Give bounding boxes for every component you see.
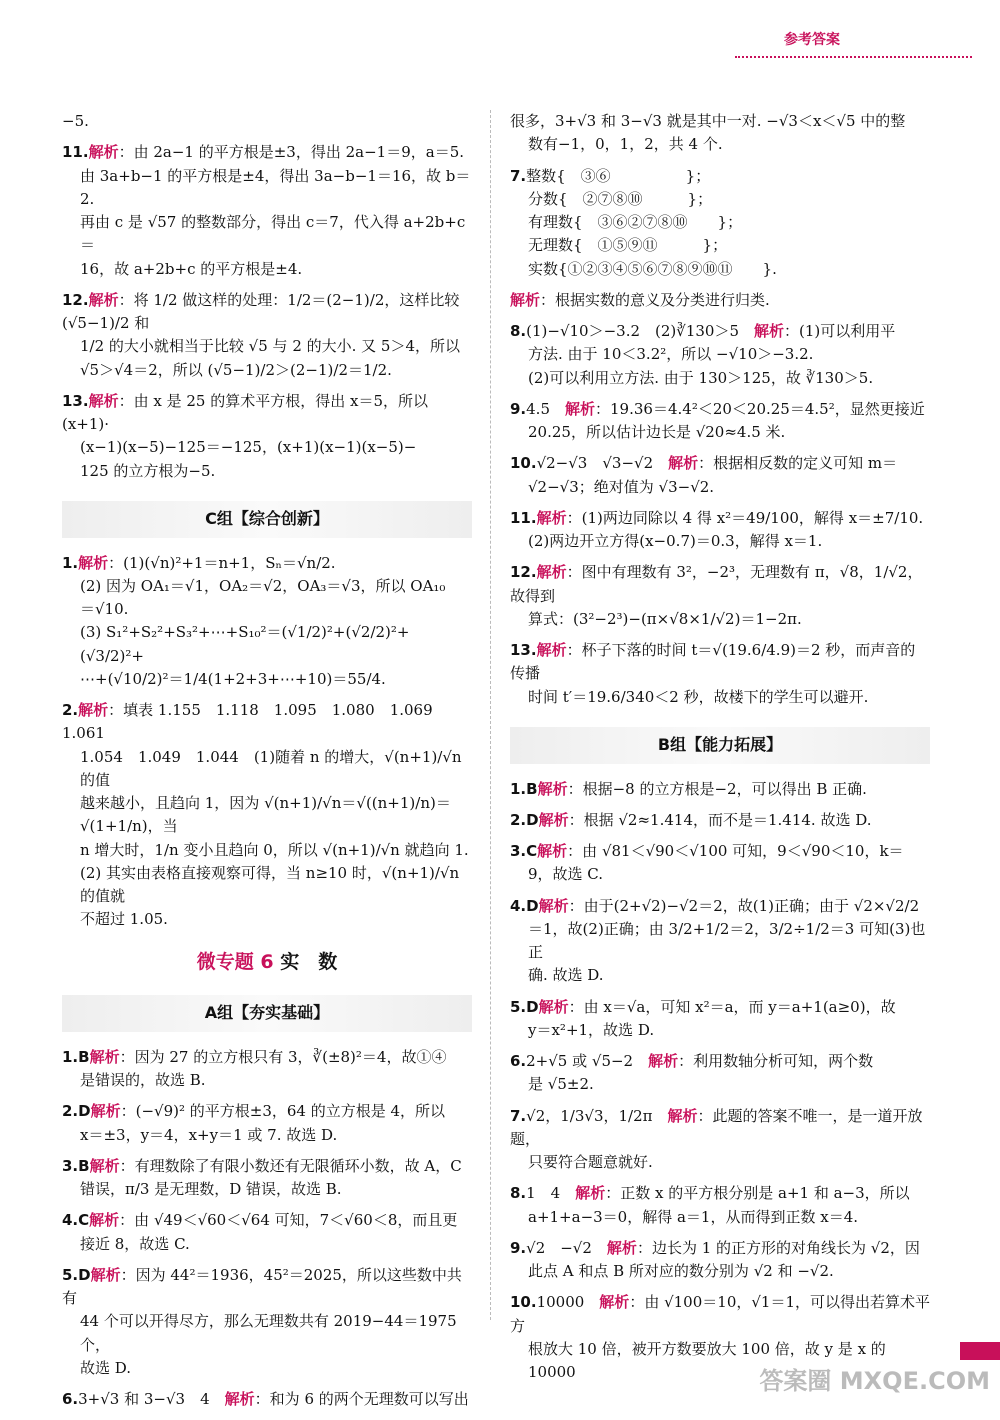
answer-line: 实数{①②③④⑤⑥⑦⑧⑨⑩⑪ }.	[528, 259, 777, 278]
analysis-tag: 解析	[536, 563, 567, 582]
answer-text: ：正数 x 的平方根分别是 a+1 和 a−3，所以	[605, 1184, 910, 1203]
answer-line: 20.25，所以估计边长是 √20≈4.5 米.	[528, 423, 786, 441]
item-number: 8.	[510, 322, 527, 340]
analysis-tag: 解析	[538, 896, 569, 915]
analysis-tag: 解析	[90, 1265, 121, 1284]
answer-line: 根放大 10 倍，被开方数要放大 100 倍，故 y 是 x 的 10000	[528, 1339, 886, 1382]
answer-line: (x−1)(x−5)−125＝−125，(x+1)(x−1)(x−5)−	[80, 438, 417, 457]
answer-text: ：因为 44²＝1936，45²＝2025，所以这些数中共有	[62, 1265, 462, 1308]
answer-line: (3) S₁²+S₂²+S₃²+⋯+S₁₀²＝(√1/2)²+(√2/2)²+(√3/2)²+	[80, 623, 410, 665]
analysis-tag: 解析	[648, 1052, 679, 1071]
analysis-tag: 解析	[606, 1238, 637, 1257]
analysis-tag: 解析	[88, 143, 119, 162]
answer-value: 4.5	[526, 399, 565, 418]
answer-line: 16，故 a+2b+c 的平方根是±4.	[80, 259, 303, 278]
analysis-tag: 解析	[538, 810, 569, 829]
answer-item	[510, 778, 930, 801]
answer-line: n 增大时，1/n 变小且趋向 0，所以 √(n+1)/√n 就趋向 1.	[80, 840, 469, 859]
item-number: 13.	[62, 391, 89, 410]
answer-line: 9，故选 C.	[528, 865, 604, 884]
answer-line: 接近 8，故选 C.	[80, 1234, 190, 1253]
analysis-tag: 解析	[754, 322, 785, 340]
answer-text: ：利用数轴分析可知，两个数	[678, 1052, 874, 1071]
item-number: 8.	[510, 1184, 527, 1203]
answer-value: (1)−√10＞−3.2 (2)∛130＞5	[526, 322, 755, 340]
answer-text: ：(1)两边同除以 4 得 x²＝49/100，解得 x＝±7/10.	[566, 508, 924, 527]
answer-text: ：将 1/2 做这样的处理：1/2＝(2−1)/2，这样比较 (√5−1)/2 和	[62, 290, 460, 332]
answer-item	[62, 390, 472, 483]
answer-line: 有理数{ ③⑥②⑦⑧⑩ }；	[528, 213, 743, 231]
item-number: 12.	[62, 290, 89, 309]
analysis-tag: 解析	[537, 779, 568, 798]
answer-text: ：(−√9)² 的平方根±3，64 的立方根是 4，所以	[120, 1102, 446, 1121]
answer-line: 125 的立方根为−5.	[80, 461, 216, 480]
analysis-tag: 解析	[565, 399, 596, 418]
section-c-heading: C组【综合创新】	[62, 501, 472, 538]
answer-line: 算式：(3²−2³)−(π×√8×1/√2)＝1−2π.	[528, 609, 802, 628]
answer-item	[510, 165, 930, 281]
analysis-tag: 解析	[90, 1102, 121, 1121]
answer-text: ：由 √49＜√60＜√64 可知，7＜√60＜8，而且更	[119, 1211, 458, 1230]
answer-item	[510, 289, 930, 312]
answer-line: (2) 其实由表格直接观察可得，当 n≥10 时，√(n+1)/√n 的值就	[80, 863, 460, 906]
answer-line: (2)可以利用立方法. 由于 130＞125，故 ∛130＞5.	[528, 368, 874, 387]
answer-item	[510, 895, 930, 988]
answer-line: 故选 D.	[80, 1358, 132, 1377]
analysis-tag: 解析	[668, 454, 699, 473]
item-number: 2.	[62, 701, 79, 720]
analysis-tag: 解析	[88, 391, 119, 410]
item-number: 7.	[510, 1106, 527, 1125]
analysis-tag: 解析	[537, 842, 568, 861]
answer-line: 44 个可以开得尽方，那么无理数共有 2019−44＝1975 个，	[80, 1312, 457, 1354]
answer-line: 时间 t′＝19.6/340＜2 秒，故楼下的学生可以避开.	[528, 687, 869, 706]
answer-text: ：19.36＝4.4²＜20＜20.25＝4.5²，显然更接近	[595, 399, 925, 418]
corner-tab	[960, 1342, 1000, 1360]
analysis-tag: 解析	[78, 553, 109, 572]
answer-value: 1 4	[526, 1184, 576, 1203]
answer-line: √2−√3；绝对值为 √3−√2.	[528, 477, 715, 496]
item-number: 10.	[510, 454, 537, 473]
item-number: 2.D	[510, 810, 539, 829]
answer-text: ：由 x 是 25 的算术平方根，得出 x＝5，所以(x+1)·	[62, 391, 428, 433]
answer-item	[510, 1050, 930, 1097]
answer-value: √2，1/3√3，1/2π	[526, 1106, 668, 1125]
answer-text: 很多，3+√3 和 3−√3 就是其中一对. −√3＜x＜√5 中的整	[510, 112, 906, 130]
answer-item	[510, 561, 930, 631]
answer-line: 错误，π/3 是无理数，D 错误，故选 B.	[80, 1180, 342, 1199]
answer-line: 分数{ ②⑦⑧⑩ }；	[528, 189, 713, 208]
analysis-tag: 解析	[224, 1390, 255, 1409]
answer-line: x＝±3，y＝4，x+y＝1 或 7. 故选 D.	[80, 1125, 338, 1144]
answer-item	[62, 141, 472, 281]
item-number: 11.	[510, 508, 537, 527]
answer-item	[510, 452, 930, 499]
item-number: 4.D	[510, 896, 539, 915]
item-number: 6.	[510, 1052, 527, 1071]
item-number: 10.	[510, 1293, 537, 1312]
item-number: 5.D	[510, 997, 539, 1016]
answer-text: ：有理数除了有限小数还有无限循环小数，故 A，C	[119, 1156, 462, 1175]
answer-line: √5＞√4＝2，所以 (√5−1)/2＞(2−1)/2＝1/2.	[80, 360, 392, 379]
answer-item	[62, 1100, 472, 1147]
answer-item	[62, 1388, 472, 1411]
analysis-tag: 解析	[536, 508, 567, 527]
analysis-tag: 解析	[575, 1184, 606, 1203]
analysis-tag: 解析	[88, 290, 119, 309]
answer-text: ：根据−8 的立方根是−2，可以得出 B 正确.	[567, 779, 867, 798]
analysis-tag: 解析	[510, 290, 541, 309]
answer-item	[510, 809, 930, 832]
item-number: 6.	[62, 1390, 79, 1409]
answer-line: ＝√10.	[80, 600, 129, 619]
answer-item	[510, 1105, 930, 1175]
header-rule	[735, 56, 972, 58]
item-number: 2.D	[62, 1102, 91, 1121]
analysis-tag: 解析	[667, 1106, 698, 1125]
answer-text: ：由 √81＜√90＜√100 可知，9＜√90＜10，k＝	[567, 842, 904, 861]
item-number: 7.	[510, 166, 527, 185]
answer-text: ：由 √100＝10，√1＝1，可以得出若算术平方	[510, 1293, 931, 1335]
answer-text: ：边长为 1 的正方形的对角线长为 √2，因	[636, 1238, 920, 1257]
answer-value: 10000	[536, 1293, 600, 1312]
item-number: 1.B	[510, 779, 538, 798]
answer-line: (2) 因为 OA₁＝√1，OA₂＝√2，OA₃＝√3，所以 OA₁₀	[80, 576, 446, 595]
topic-title: 实 数	[280, 950, 338, 973]
analysis-tag: 解析	[536, 641, 567, 659]
answer-line: 1.054 1.049 1.044 (1)随着 n 的增大，√(n+1)/√n 的值	[80, 747, 462, 789]
answer-text: ：此题的答案不唯一，是一道开放题，	[510, 1106, 923, 1148]
answer-item	[62, 699, 472, 932]
answer-line: 越来越小，且趋向 1，因为 √(n+1)/√n＝√((n+1)/n)＝√(1+1/n)，当	[80, 794, 451, 836]
item-number: 5.D	[62, 1265, 91, 1284]
item-number: 9.	[510, 1238, 527, 1257]
answer-line: 无理数{ ①⑤⑨⑪ }；	[528, 236, 728, 255]
answer-item	[62, 1264, 472, 1380]
answer-text: ：图中有理数有 3²，−2³，无理数有 π，√8，1/√2，故得到	[510, 563, 923, 605]
answer-line: 此点 A 和点 B 所对应的数分别为 √2 和 −√2.	[528, 1262, 834, 1281]
analysis-tag: 解析	[89, 1211, 120, 1230]
answer-text: ：(1)(√n)²+1＝n+1，Sₙ＝√n/2.	[108, 553, 336, 572]
item-number: 1.	[62, 553, 79, 572]
answer-item	[510, 507, 930, 554]
answer-item	[62, 1209, 472, 1256]
item-number: 3.C	[510, 842, 538, 861]
left-column	[62, 110, 472, 1419]
item-number: 1.B	[62, 1047, 90, 1066]
answer-item	[510, 996, 930, 1043]
section-b-heading: B组【能力拓展】	[510, 727, 930, 764]
topic-heading	[62, 948, 472, 977]
answer-line: 不超过 1.05.	[80, 910, 168, 929]
item-number: 3.B	[62, 1156, 90, 1175]
answer-text: ：和为 6 的两个无理数可以写出	[254, 1390, 469, 1409]
answer-line: 再由 c 是 √57 的整数部分，得出 c＝7，代入得 a+2b+c＝	[80, 213, 466, 255]
analysis-tag: 解析	[89, 1047, 120, 1066]
answer-line: 由 3a+b−1 的平方根是±4，得出 3a−b−1＝16，故 b＝2.	[80, 166, 471, 208]
item-number: 11.	[62, 143, 89, 162]
answer-item	[510, 1237, 930, 1284]
answer-line: y＝x²+1，故选 D.	[528, 1020, 655, 1039]
section-a-heading: A组【夯实基础】	[62, 995, 472, 1032]
answer-text: ：由 2a−1 的平方根是±3，得出 2a−1＝9，a＝5.	[118, 143, 465, 162]
answer-item	[510, 840, 930, 887]
answer-value: 2+√5 或 √5−2	[526, 1052, 649, 1071]
answer-item	[62, 289, 472, 382]
answer-item	[62, 1155, 472, 1202]
analysis-tag: 解析	[538, 997, 569, 1016]
answer-line: ＝1，故(2)正确；由 3/2+1/2＝2，3/2÷1/2＝3 可知(3)也正	[528, 919, 926, 962]
answer-item	[510, 1182, 930, 1229]
answer-text: ：由 x＝√a，可知 x²＝a，而 y＝a+1(a≥0)，故	[568, 997, 896, 1016]
answer-line: ⋯+(√10/2)²＝1/4(1+2+3+⋯+10)＝55/4.	[80, 669, 386, 688]
answer-item	[62, 552, 472, 692]
answer-text: ：填表 1.155 1.118 1.095 1.080 1.069 1.061	[62, 701, 448, 743]
answer-value: 3+√3 和 3−√3 4	[78, 1390, 225, 1409]
answer-item	[62, 1046, 472, 1093]
topic-label: 微专题 6	[196, 950, 274, 973]
page-header: 参考答案	[784, 32, 840, 48]
answer-line: 只要符合题意就好.	[528, 1153, 653, 1172]
answer-item	[510, 639, 930, 709]
answer-text: ：根据相反数的定义可知 m＝	[698, 454, 898, 473]
answer-line: 是错误的，故选 B.	[80, 1071, 206, 1090]
answer-text: ：由于(2+√2)−√2＝2，故(1)正确；由于 √2×√2/2	[568, 896, 920, 915]
answer-line: 是 √5±2.	[528, 1075, 594, 1094]
answer-line: 1/2 的大小就相当于比较 √5 与 2 的大小. 又 5＞4，所以	[80, 337, 461, 356]
item-number: 12.	[510, 563, 537, 582]
answer-item	[510, 398, 930, 445]
answer-text: ：根据实数的意义及分类进行归类.	[540, 290, 770, 309]
answer-line: a+1+a−3＝0，解得 a＝1，从而得到正数 x＝4.	[528, 1207, 859, 1226]
right-column	[510, 110, 930, 1392]
answer-line: 方法. 由于 10＜3.2²，所以 −√10＞−3.2.	[528, 345, 814, 364]
answer-text: ：杯子下落的时间 t＝√(19.6/4.9)＝2 秒，而声音的传播	[510, 641, 916, 683]
analysis-tag: 解析	[89, 1156, 120, 1175]
answer-item	[62, 110, 472, 133]
answer-text: ：根据 √2≈1.414，而不是＝1.414. 故选 D.	[568, 810, 872, 829]
answer-text: −5.	[62, 112, 89, 130]
item-number: 9.	[510, 399, 527, 418]
item-number: 4.C	[62, 1211, 90, 1230]
watermark: 答案圈 MXQE.COM	[759, 1366, 990, 1395]
answer-item	[510, 320, 930, 390]
answer-item	[510, 110, 930, 157]
item-number: 13.	[510, 641, 537, 659]
answer-line: (2)两边开立方得(x−0.7)＝0.3，解得 x＝1.	[528, 532, 823, 550]
analysis-tag: 解析	[78, 701, 109, 720]
column-divider	[490, 110, 491, 1320]
answer-line: 数有−1，0，1，2，共 4 个.	[528, 135, 723, 154]
answer-text: ：因为 27 的立方根只有 3，∛(±8)²＝4，故①④	[119, 1047, 447, 1066]
answer-text: ：(1)可以利用平	[784, 322, 896, 340]
answer-text: 整数{ ③⑥ }；	[526, 166, 711, 185]
answer-value: √2 −√2	[526, 1238, 607, 1257]
answer-value: √2−√3 √3−√2	[536, 454, 669, 473]
answer-line: 确. 故选 D.	[528, 966, 604, 985]
analysis-tag: 解析	[599, 1293, 630, 1312]
